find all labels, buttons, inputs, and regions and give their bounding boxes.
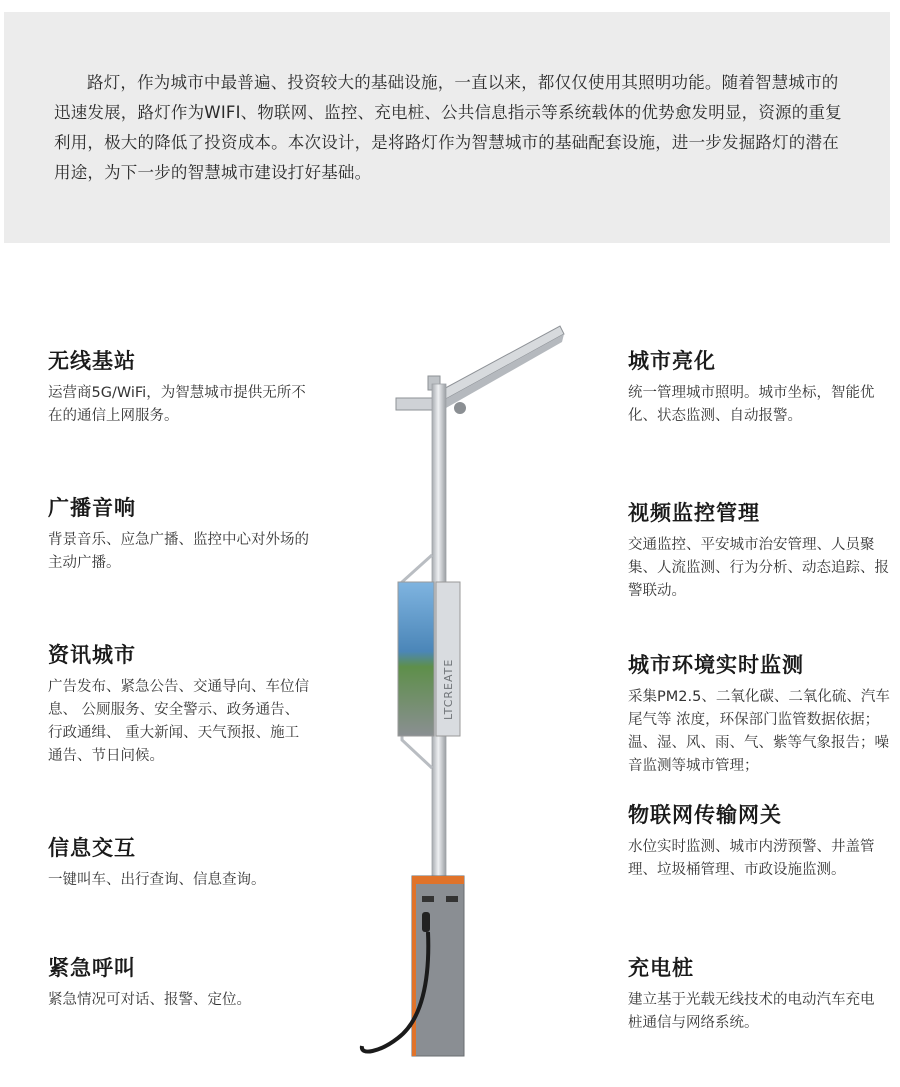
feature-info-city — [48, 642, 313, 768]
feature-description: 运营商5G/WiFi，为智慧城市提供无所不在的通信上网服务。 — [48, 385, 306, 424]
smart-pole-illustration — [350, 320, 580, 1070]
feature-title: 资讯城市 — [48, 643, 136, 667]
feature-emergency-call — [48, 955, 313, 1012]
feature-description: 背景音乐、应急广播、监控中心对外场的主动广播。 — [48, 532, 309, 571]
feature-title: 城市亮化 — [628, 349, 716, 373]
feature-description: 采集PM2.5、二氧化碳、二氧化硫、汽车尾气等 浓度，环保部门监管数据依据；温、湿、风、雨、气、紫等气象报告；噪音监测等城市管理； — [628, 689, 890, 774]
feature-video-surveillance — [628, 500, 890, 603]
charging-plug-icon — [422, 912, 430, 932]
feature-title: 广播音响 — [48, 496, 136, 520]
feature-description: 广告发布、紧急公告、交通导向、车位信息、 公厕服务、安全警示、政务通告、行政通缉、 重大新闻、天气预报、施工通告、节日问候。 — [48, 679, 309, 764]
info-screen — [398, 555, 460, 768]
feature-wireless-base-station — [48, 348, 313, 428]
feature-description: 一键叫车、出行查询、信息查询。 — [48, 872, 266, 888]
camera-icon — [454, 402, 466, 414]
feature-description: 水位实时监测、城市内涝预警、井盖管理、垃圾桶管理、市政设施监测。 — [628, 839, 875, 878]
feature-title: 紧急呼叫 — [48, 956, 136, 980]
charging-base — [362, 876, 464, 1056]
feature-description: 交通监控、平安城市治安管理、人员聚集、人流监测、行为分析、动态追踪、报警联动。 — [628, 537, 889, 599]
intro-panel — [4, 12, 890, 243]
feature-title: 无线基站 — [48, 349, 136, 373]
brand-logo: LTCREATE — [442, 658, 455, 720]
feature-title: 物联网传输网关 — [628, 803, 782, 827]
feature-title: 信息交互 — [48, 836, 136, 860]
feature-iot-gateway — [628, 802, 890, 882]
lamp-head — [396, 326, 564, 414]
intro-paragraph: 路灯，作为城市中最普遍、投资较大的基础设施，一直以来，都仅仅使用其照明功能。随着智慧城市的迅速发展，路灯作为WIFI、物联网、监控、充电桩、公共信息指示等系统载体的优势愈发明显，资源的重复利用，极大的降低了投资成本。本次设计，是将路灯作为智慧城市的基础配套设施，进一步发掘路灯的潜在用途，为下一步的智慧城市建设打好基础。 — [54, 73, 842, 182]
feature-city-lighting — [628, 348, 890, 428]
feature-title: 城市环境实时监测 — [628, 653, 804, 677]
feature-description: 建立基于光载无线技术的电动汽车充电 桩通信与网络系统。 — [628, 992, 875, 1031]
feature-broadcast-audio — [48, 495, 313, 575]
feature-charging-pile — [628, 955, 890, 1035]
feature-description: 统一管理城市照明。城市坐标，智能优 化、状态监测、自动报警。 — [628, 385, 875, 424]
feature-description: 紧急情况可对话、报警、定位。 — [48, 992, 251, 1008]
feature-title: 视频监控管理 — [628, 501, 760, 525]
feature-environment-monitoring — [628, 652, 890, 778]
feature-title: 充电桩 — [628, 956, 694, 980]
feature-info-interaction — [48, 835, 313, 892]
